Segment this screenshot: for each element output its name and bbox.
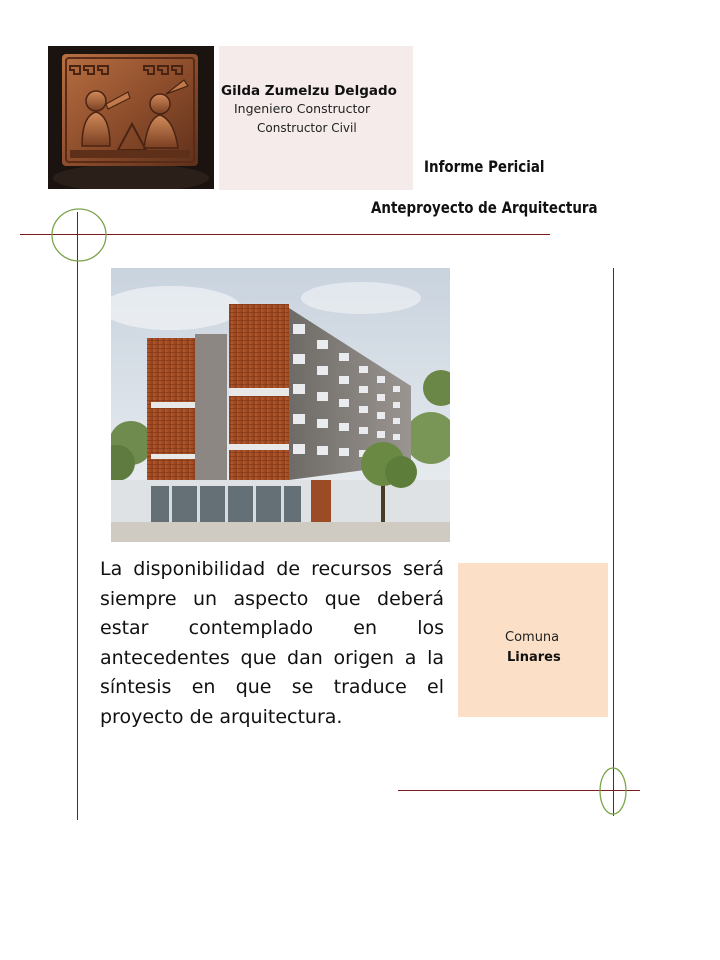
- comuna-label: Comuna: [505, 630, 560, 645]
- comuna-value: Linares: [507, 650, 561, 665]
- body-paragraph: La disponibilidad de recursos será siempre un aspecto que deberá estar contemplado en los antecedentes que dan origen a la síntesis en que se traduce el proyecto de arquitectura.: [100, 558, 444, 728]
- report-type-title: Informe Pericial: [424, 157, 545, 176]
- subject-title: Anteproyecto de Arquitectura: [371, 198, 598, 217]
- author-role-engineer: Ingeniero Constructor: [234, 101, 371, 116]
- author-name: Gilda Zumelzu Delgado: [221, 83, 397, 99]
- comuna-info-box: [458, 563, 608, 717]
- right-frame-line: [613, 268, 614, 816]
- top-left-circle-ornament: [50, 207, 108, 263]
- author-box: [219, 46, 413, 190]
- left-frame-line: [77, 212, 78, 820]
- bottom-right-circle-ornament: [599, 767, 627, 815]
- building-rendering-image: [111, 268, 450, 542]
- author-role-builder: Constructor Civil: [257, 121, 357, 135]
- logo-image: [48, 46, 214, 189]
